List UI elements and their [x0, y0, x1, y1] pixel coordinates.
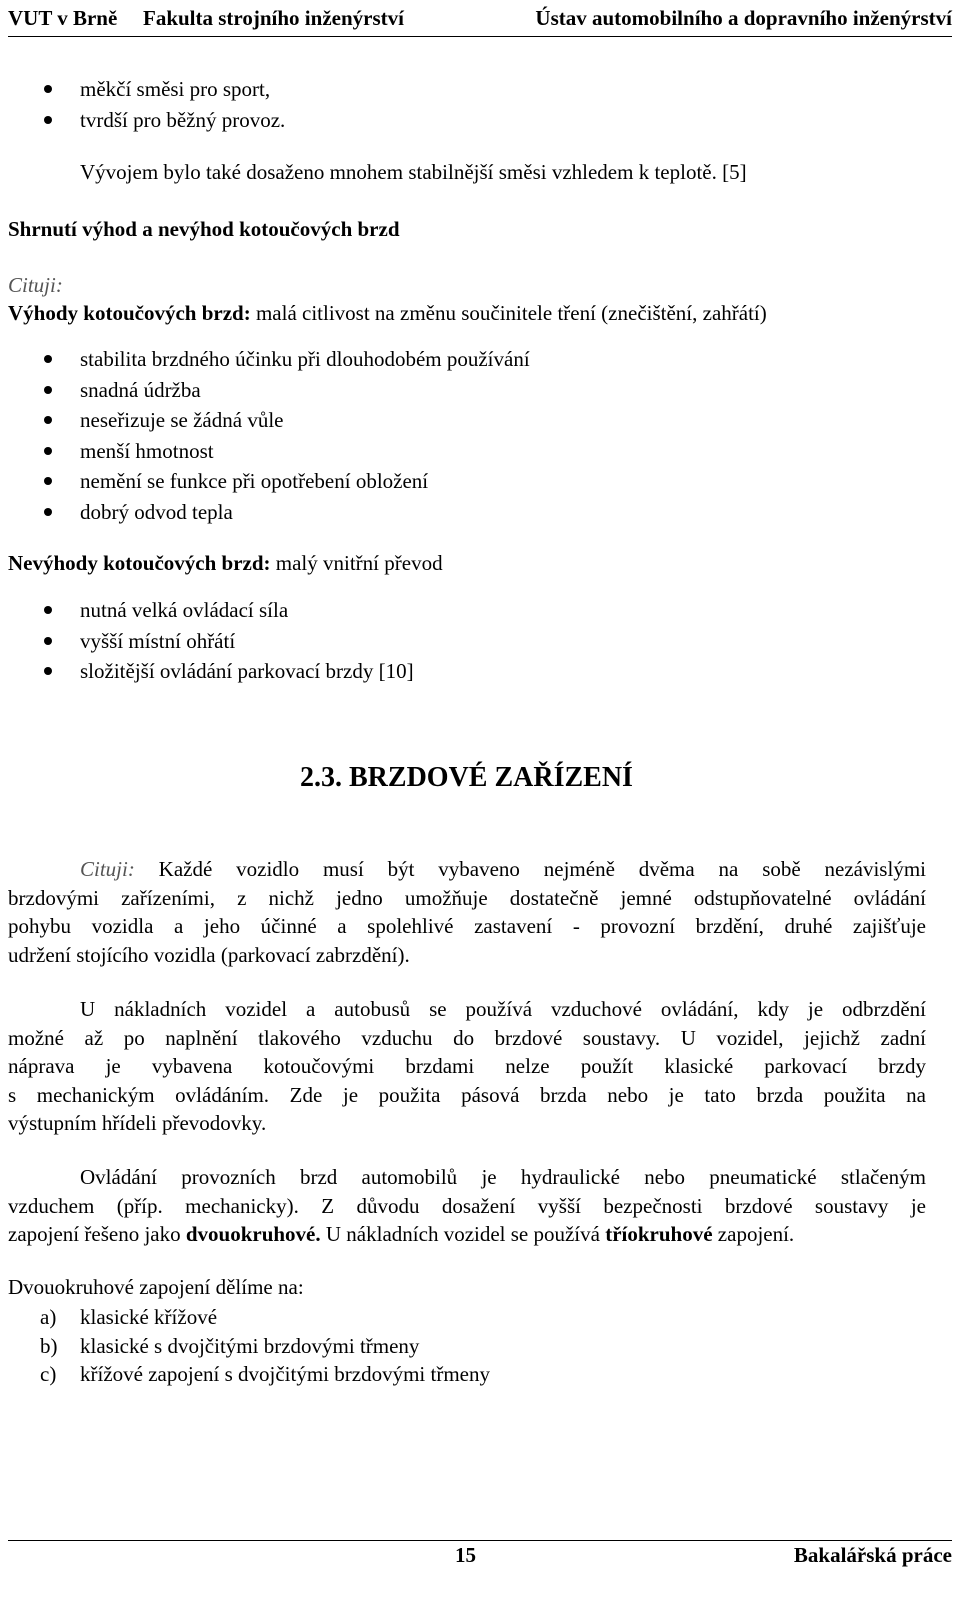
summary-heading: Shrnutí výhod a nevýhod kotoučových brzd: [8, 217, 400, 241]
advantages-label: Výhody kotoučových brzd:: [8, 301, 251, 325]
list-item: menší hmotnost: [8, 436, 530, 467]
advantages-intro: [8, 301, 767, 326]
bullet-icon: [44, 116, 52, 124]
paragraph-line: vzduchem (příp. mechanicky). Z důvodu dosažení vyšší bezpečnosti brzdové soustavy je: [8, 1193, 926, 1218]
term-dual-circuit: dvouokruhové.: [185, 1222, 321, 1246]
paragraph-line: Cituji: Každé vozidlo musí být vybaveno nejméně dvěma na sobě nezávislými: [80, 857, 926, 881]
list-item: b) klasické s dvojčitými brzdovými třmeny: [8, 1332, 490, 1361]
bullet-icon: [44, 637, 52, 645]
bullet-icon: [44, 386, 52, 394]
cite-label: Cituji:: [8, 273, 63, 297]
list-item: c) křížové zapojení s dvojčitými brzdovými třmeny: [8, 1360, 490, 1389]
list-marker: a): [40, 1305, 57, 1329]
section-title: 2.3. BRZDOVÉ ZAŘÍZENÍ: [300, 762, 633, 793]
list-item: vyšší místní ohřátí: [8, 626, 414, 657]
list-item: nutná velká ovládací síla: [8, 595, 414, 626]
paragraph-line: možné až po naplnění tlakového vzduchu do brzdové soustavy. U vozidel, jejichž zadní: [8, 1025, 926, 1050]
paragraph-line: náprava je vybavena kotoučovými brzdami nelze použít klasické parkovací brzdy: [8, 1054, 926, 1078]
list-item: složitější ovládání parkovací brzdy [10]: [8, 656, 414, 687]
paragraph-trucks: [8, 995, 926, 1138]
footer-doc-type: Bakalářská práce: [793, 1543, 952, 1567]
circuit-list: [8, 1303, 490, 1389]
advantages-text: malá citlivost na změnu součinitele tření (znečištění, zahřátí): [250, 301, 767, 325]
header-faculty: Fakulta strojního inženýrství: [143, 6, 404, 30]
bullet-icon: [44, 447, 52, 455]
paragraph-circuits: [8, 1163, 926, 1249]
paragraph-line: brzdovými zařízeními, z nichž jedno umožňuje dostatečně jemné odstupňovatelné ovládání: [8, 885, 926, 910]
list-item: stabilita brzdného účinku při dlouhodobém používání: [8, 344, 530, 375]
paragraph-line: Ovládání provozních brzd automobilů je hydraulické nebo pneumatické stlačeným: [80, 1165, 926, 1189]
list-item: a) klasické křížové: [8, 1303, 490, 1332]
paragraph-line: výstupním hřídeli převodovky.: [8, 1111, 267, 1135]
list-item: tvrdší pro běžný provoz.: [8, 105, 285, 136]
disadvantages-list: [8, 595, 414, 687]
disadvantages-text: malý vnitřní převod: [270, 551, 443, 575]
list-item: neseřizuje se žádná vůle: [8, 405, 530, 436]
paragraph-line: udržení stojícího vozidla (parkovací zabrzdění).: [8, 942, 410, 967]
bullet-icon: [44, 667, 52, 675]
tire-compound-list: [8, 74, 285, 135]
paragraph-line: pohybu vozidla a jeho účinné a spolehlivé zastavení - provozní brzdění, druhé zajišťuje: [8, 914, 926, 938]
list-marker: b): [40, 1333, 58, 1358]
disadvantages-label: Nevýhody kotoučových brzd:: [8, 551, 271, 575]
paragraph-line: s mechanickým ovládáním. Zde je použita pásová brzda nebo je tato brzda použita na: [8, 1082, 926, 1107]
disadvantages-intro: [8, 551, 443, 576]
page-number: 15: [455, 1543, 476, 1567]
term-triple-circuit: tříokruhové: [605, 1222, 713, 1246]
advantages-list: [8, 344, 530, 528]
list-item: dobrý odvod tepla: [8, 497, 530, 528]
header-institute: Ústav automobilního a dopravního inženýrství: [535, 6, 952, 30]
bullet-icon: [44, 508, 52, 516]
paragraph-line: U nákladních vozidel a autobusů se používá vzduchové ovládání, kdy je odbrzdění: [80, 997, 926, 1021]
header-university: VUT v Brně: [8, 6, 118, 30]
development-note: Vývojem bylo také dosaženo mnohem stabilnější směsi vzhledem k teplotě. [5]: [80, 160, 747, 184]
list-item: snadná údržba: [8, 375, 530, 406]
bullet-icon: [44, 416, 52, 424]
list-item: nemění se funkce při opotřebení obložení: [8, 466, 530, 497]
list-marker: c): [40, 1362, 57, 1386]
cite-label: Cituji:: [80, 857, 135, 881]
page-header: [8, 2, 952, 37]
bullet-icon: [44, 355, 52, 363]
bullet-icon: [44, 477, 52, 485]
circuit-list-intro: Dvouokruhové zapojení dělíme na:: [8, 1275, 304, 1299]
paragraph-line: zapojení řešeno jako dvouokruhové. U nákladních vozidel se používá tříokruhové zapojení.: [8, 1222, 795, 1246]
page-footer: [8, 1540, 952, 1581]
bullet-icon: [44, 606, 52, 614]
paragraph-definition: [8, 855, 926, 969]
bullet-icon: [44, 85, 52, 93]
list-item: měkčí směsi pro sport,: [8, 74, 285, 105]
